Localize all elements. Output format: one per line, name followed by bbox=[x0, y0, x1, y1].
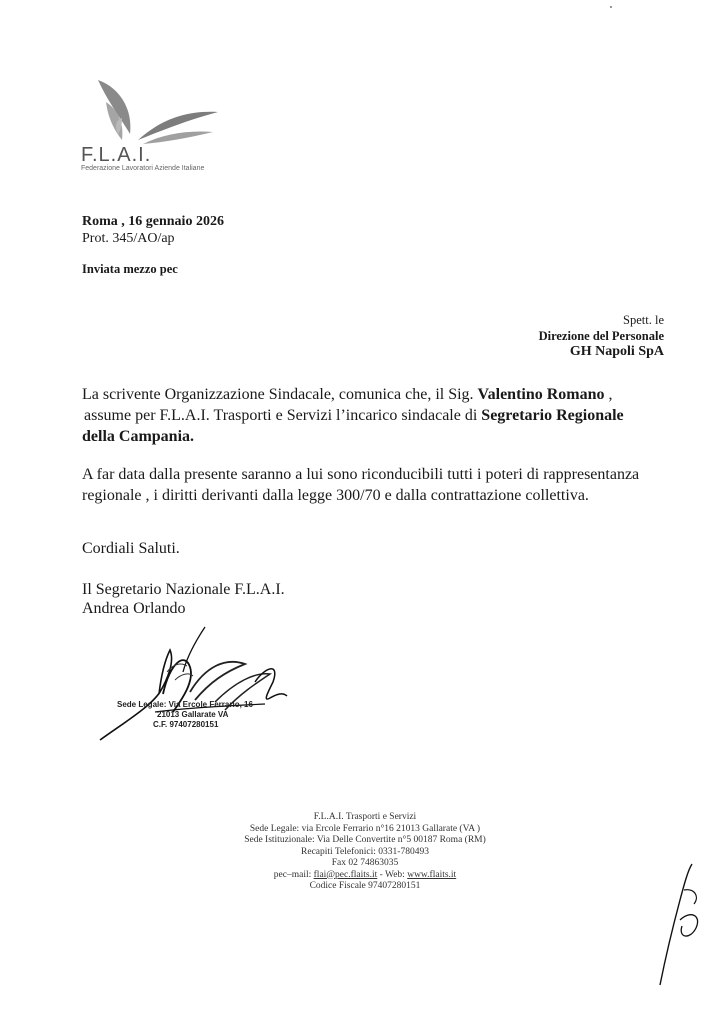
footer-fax: Fax 02 74863035 bbox=[331, 858, 399, 868]
flai-logo bbox=[78, 72, 268, 182]
sent-via: Inviata mezzo pec bbox=[82, 262, 178, 276]
body-line: A far data dalla presente saranno a lui sono riconducibili tutti i poteri di rappresentanza bbox=[82, 466, 640, 483]
body-text: assume per F.L.A.I. Trasporti e Servizi l’incarico sindacale di bbox=[84, 407, 482, 424]
recipient-company: GH Napoli SpA bbox=[569, 344, 664, 359]
body-paragraph-1 bbox=[82, 384, 672, 447]
footer-tax-code: Codice Fiscale 97407280151 bbox=[309, 881, 421, 891]
stamp-line: Sede Legale: Via Ercole Ferrario, 16 bbox=[117, 700, 253, 709]
signer-title: Il Segretario Nazionale F.L.A.I. bbox=[82, 581, 285, 598]
role-region: della Campania. bbox=[82, 428, 195, 445]
closing-greeting: Cordiali Saluti. bbox=[82, 540, 180, 557]
footer-org: F.L.A.I. Trasporti e Servizi bbox=[313, 812, 417, 822]
signature-stamp bbox=[95, 622, 305, 747]
body-line: regionale , i diritti derivanti dalla legge 300/70 e dalla contrattazione collettiva. bbox=[82, 487, 589, 504]
letterhead-footer bbox=[230, 812, 500, 893]
recipient-salutation: Spett. le bbox=[623, 313, 664, 327]
stamp-line: 21013 Gallarate VA bbox=[157, 710, 229, 719]
stamp-line: C.F. 97407280151 bbox=[153, 720, 219, 729]
place-date: Roma , 16 gennaio 2026 bbox=[82, 214, 224, 229]
pec-email-link[interactable]: flai@pec.flaits.it bbox=[313, 869, 378, 880]
scan-speck bbox=[610, 6, 612, 8]
footer-phone: Recapiti Telefonici: 0331-780493 bbox=[301, 846, 429, 857]
employee-name: Valentino Romano bbox=[477, 386, 605, 403]
initials-scribble-icon bbox=[650, 860, 710, 990]
footer-contacts bbox=[230, 870, 500, 882]
margin-initials bbox=[650, 860, 710, 990]
recipient-department: Direzione del Personale bbox=[538, 329, 664, 343]
footer-legal-office: Sede Legale: via Ercole Ferrario n°16 21013 Gallarate (VA ) bbox=[249, 823, 481, 834]
protocol-number: Prot. 345/AO/ap bbox=[82, 231, 175, 246]
web-label: - Web: bbox=[377, 869, 408, 880]
pec-label: pec–mail: bbox=[273, 869, 314, 880]
website-link[interactable]: www.flaits.it bbox=[407, 869, 457, 880]
body-text: , bbox=[604, 386, 613, 403]
role-title: Segretario Regionale bbox=[481, 407, 624, 424]
wings-logo-icon bbox=[78, 72, 268, 152]
logo-subtitle: Federazione Lavoratori Aziende Italiane bbox=[81, 165, 205, 172]
body-paragraph-2 bbox=[82, 464, 672, 506]
signer-name: Andrea Orlando bbox=[82, 600, 186, 617]
logo-wordmark: F.L.A.I. bbox=[81, 144, 152, 166]
footer-inst-office: Sede Istituzionale: Via Delle Convertite n°5 00187 Roma (RM) bbox=[244, 835, 486, 845]
body-text: La scrivente Organizzazione Sindacale, comunica che, il Sig. bbox=[82, 386, 478, 403]
